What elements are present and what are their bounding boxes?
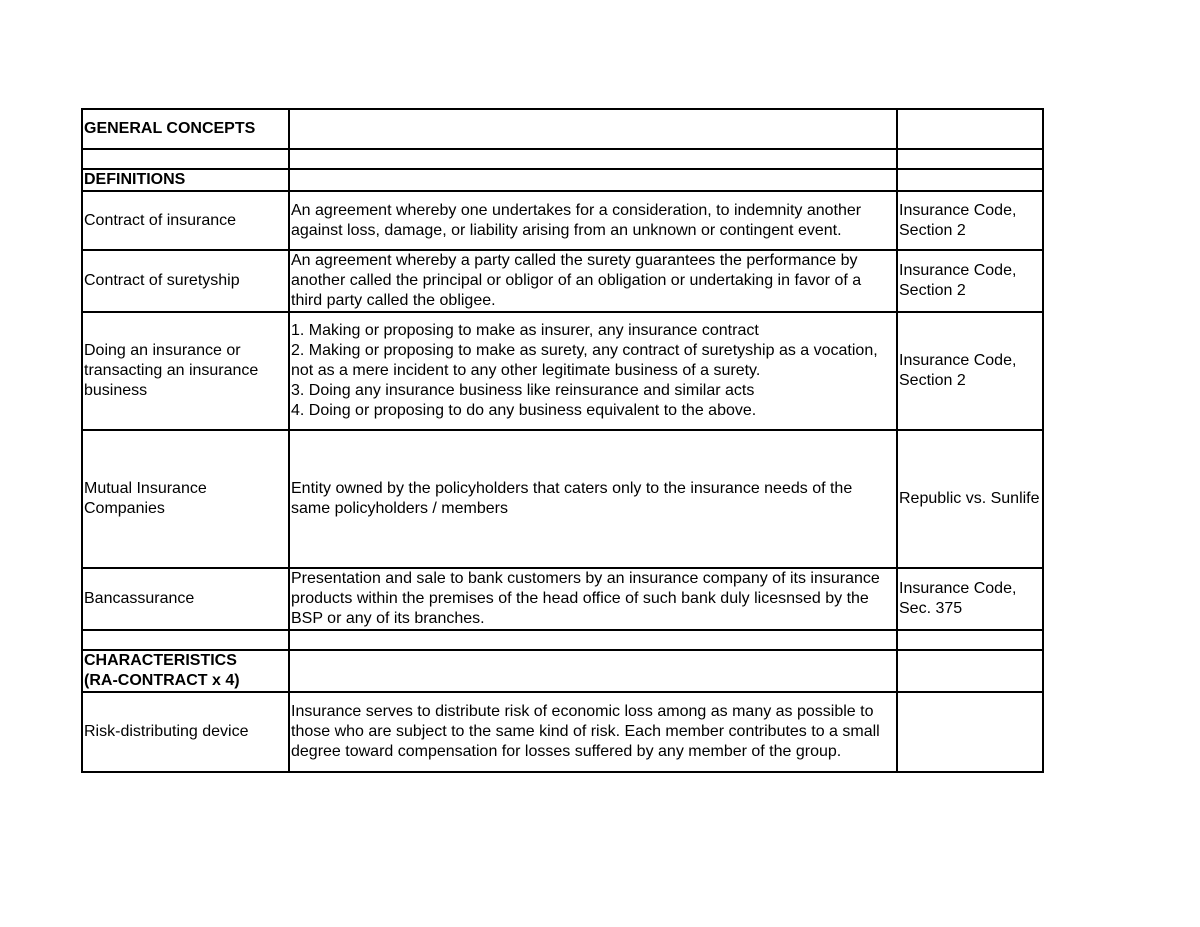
definition-cell: Entity owned by the policyholders that caters only to the insurance needs of the same policyholders / members bbox=[289, 430, 897, 568]
section-heading-line: (RA-CONTRACT x 4) bbox=[84, 672, 240, 689]
table-row bbox=[82, 169, 1043, 191]
table-row bbox=[82, 630, 1043, 650]
definition-cell bbox=[289, 312, 897, 430]
table-row bbox=[82, 650, 1043, 692]
definition-cell: An agreement whereby one undertakes for a consideration, to indemnity another against loss, damage, or liability arising from an unknown or contingent event. bbox=[289, 191, 897, 250]
table-row bbox=[82, 109, 1043, 149]
source-cell: Insurance Code, Section 2 bbox=[897, 250, 1043, 312]
definition-item: 2. Making or proposing to make as surety, any contract of suretyship as a vocation, not as a mere incident to any other legitimate business of a surety. bbox=[291, 342, 878, 379]
table-row bbox=[82, 250, 1043, 312]
empty-cell bbox=[289, 630, 897, 650]
empty-cell bbox=[289, 650, 897, 692]
term-cell: Contract of insurance bbox=[82, 191, 289, 250]
table-row bbox=[82, 312, 1043, 430]
empty-cell bbox=[897, 650, 1043, 692]
empty-cell bbox=[897, 149, 1043, 169]
table-row bbox=[82, 568, 1043, 630]
empty-cell bbox=[289, 169, 897, 191]
source-cell bbox=[897, 692, 1043, 772]
source-cell: Insurance Code, Sec. 375 bbox=[897, 568, 1043, 630]
empty-cell bbox=[289, 109, 897, 149]
empty-cell bbox=[897, 169, 1043, 191]
table-row bbox=[82, 149, 1043, 169]
term-cell: Doing an insurance or transacting an insurance business bbox=[82, 312, 289, 430]
table-row bbox=[82, 430, 1043, 568]
source-cell: Republic vs. Sunlife bbox=[897, 430, 1043, 568]
term-cell: Contract of suretyship bbox=[82, 250, 289, 312]
definition-cell: An agreement whereby a party called the surety guarantees the performance by another called the principal or obligor of an obligation or undertaking in favor of a third party called the obligee. bbox=[289, 250, 897, 312]
section-heading-line: CHARACTERISTICS bbox=[84, 652, 237, 669]
definition-item: 1. Making or proposing to make as insurer, any insurance contract bbox=[291, 322, 759, 339]
empty-cell bbox=[289, 149, 897, 169]
table-row bbox=[82, 692, 1043, 772]
concepts-table bbox=[81, 108, 1044, 773]
source-cell: Insurance Code, Section 2 bbox=[897, 191, 1043, 250]
definition-cell: Presentation and sale to bank customers by an insurance company of its insurance products within the premises of the head office of such bank duly licesnsed by the BSP or any of its branches. bbox=[289, 568, 897, 630]
empty-cell bbox=[82, 149, 289, 169]
term-cell: Risk-distributing device bbox=[82, 692, 289, 772]
definition-item: 4. Doing or proposing to do any business equivalent to the above. bbox=[291, 402, 757, 419]
definition-item: 3. Doing any insurance business like reinsurance and similar acts bbox=[291, 382, 755, 399]
section-heading-general: GENERAL CONCEPTS bbox=[82, 109, 289, 149]
empty-cell bbox=[82, 630, 289, 650]
term-cell: Bancassurance bbox=[82, 568, 289, 630]
section-heading-characteristics bbox=[82, 650, 289, 692]
empty-cell bbox=[897, 109, 1043, 149]
definition-cell: Insurance serves to distribute risk of economic loss among as many as possible to those who are subject to the same kind of risk. Each member contributes to a small degree toward compensation for losses suffered by any member of the group. bbox=[289, 692, 897, 772]
source-cell: Insurance Code, Section 2 bbox=[897, 312, 1043, 430]
empty-cell bbox=[897, 630, 1043, 650]
section-heading-definitions: DEFINITIONS bbox=[82, 169, 289, 191]
term-cell: Mutual Insurance Companies bbox=[82, 430, 289, 568]
table-row bbox=[82, 191, 1043, 250]
